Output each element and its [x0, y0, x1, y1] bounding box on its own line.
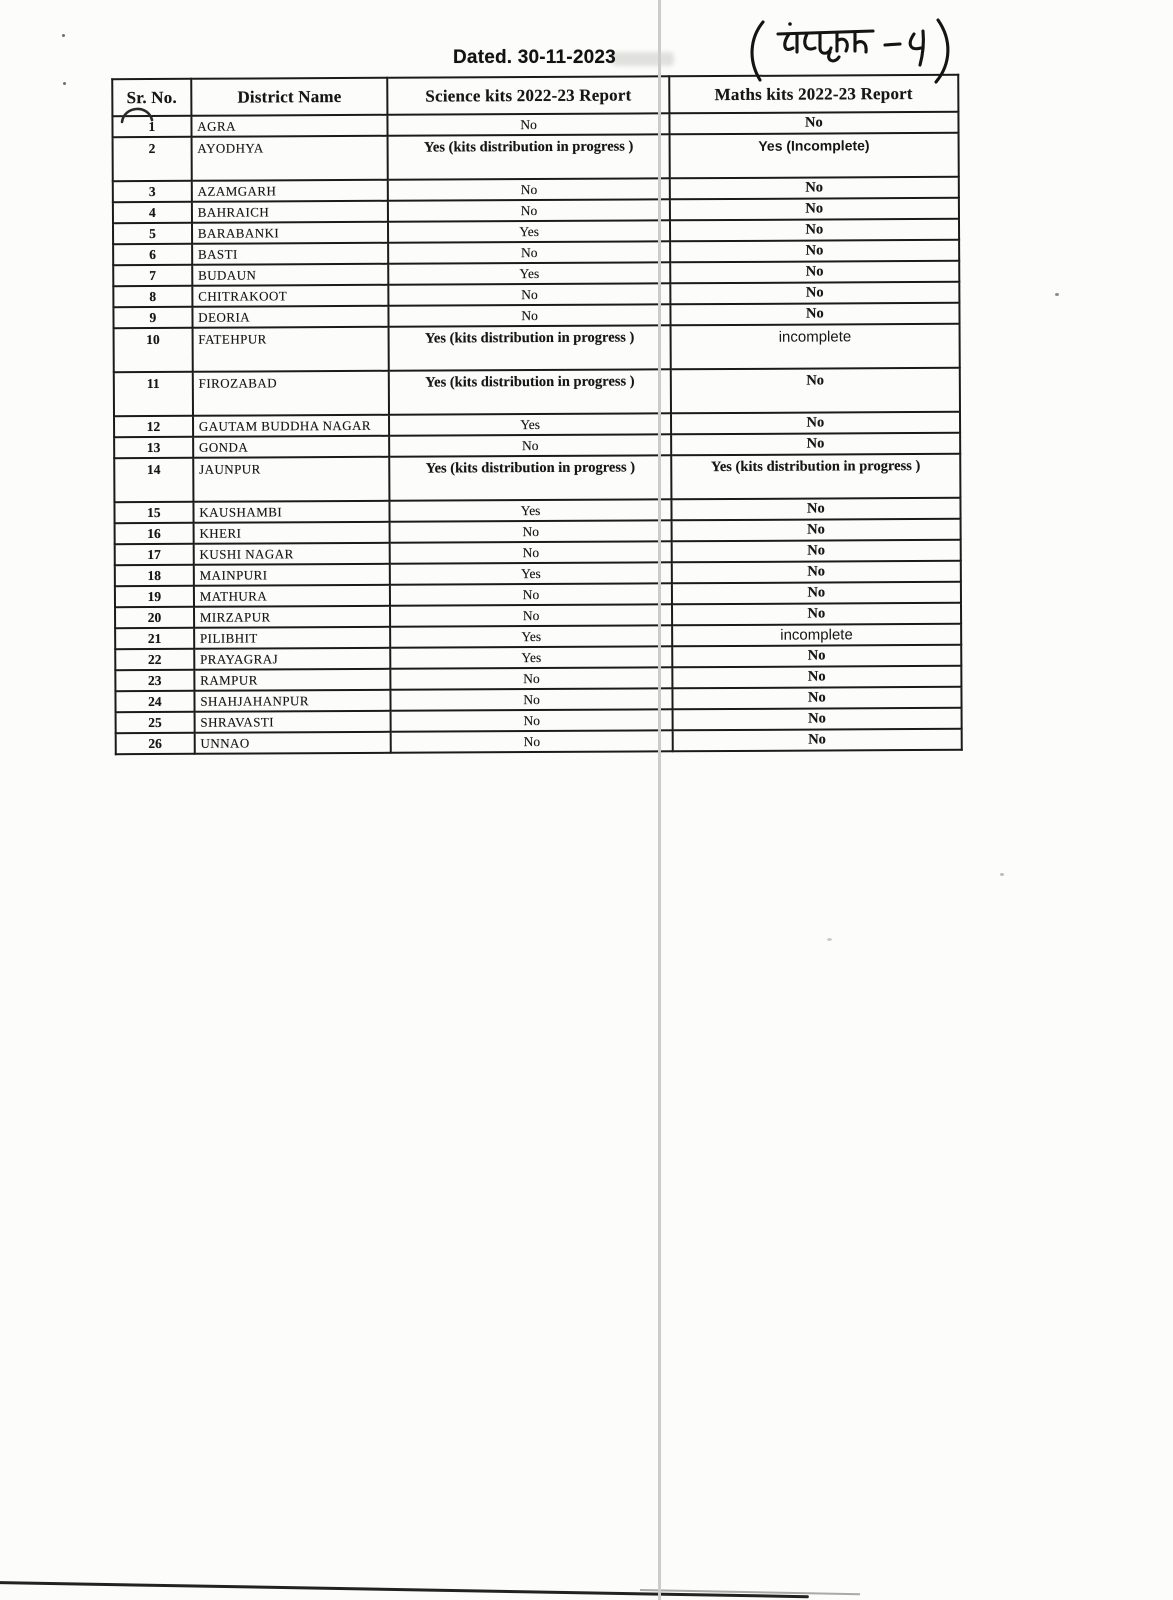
- science-report-cell: No: [391, 709, 672, 731]
- scan-speck: [62, 34, 65, 37]
- district-name-cell: BUDAUN: [192, 264, 389, 286]
- sr-no-cell: 14: [114, 458, 193, 502]
- district-name-cell: GONDA: [193, 436, 390, 458]
- sr-no-cell: 5: [113, 223, 192, 244]
- table-row: [114, 454, 960, 502]
- district-name-cell: PRAYAGRAJ: [194, 648, 391, 670]
- science-report-cell: No: [390, 520, 671, 542]
- maths-report-cell: No: [670, 261, 959, 284]
- sr-no-cell: 2: [113, 137, 192, 181]
- handwritten-attachment-note: [733, 8, 965, 92]
- district-name-cell: CHITRAKOOT: [192, 285, 389, 307]
- scan-speck: [827, 938, 832, 941]
- district-name-cell: SHRAVASTI: [194, 711, 391, 733]
- science-report-cell: No: [389, 283, 670, 305]
- scan-speck: [1055, 293, 1059, 296]
- maths-report-cell: No: [672, 603, 961, 626]
- maths-report-cell: No: [671, 433, 960, 456]
- maths-report-cell: Yes (kits distribution in progress ): [671, 454, 961, 500]
- science-report-cell: Yes: [389, 262, 670, 284]
- maths-report-cell: No: [672, 645, 961, 668]
- sr-no-cell: 17: [115, 544, 194, 565]
- col-header-district-name: District Name: [191, 78, 388, 116]
- sr-no-cell: 22: [115, 649, 194, 670]
- science-report-cell: No: [389, 304, 670, 326]
- sr-no-cell: 20: [115, 607, 194, 628]
- district-name-cell: AYODHYA: [191, 136, 388, 181]
- kits-report-table: [111, 74, 963, 755]
- sr-no-cell: 21: [115, 628, 194, 649]
- sr-no-cell: 11: [114, 372, 193, 416]
- district-name-cell: KAUSHAMBI: [193, 501, 390, 523]
- district-name-cell: RAMPUR: [194, 669, 391, 691]
- scan-smudge: [612, 52, 674, 66]
- pen-mark: [119, 101, 157, 125]
- date-label: Dated. 30-11-2023: [453, 47, 616, 68]
- district-name-cell: KUSHI NAGAR: [193, 543, 390, 565]
- sr-no-cell: 4: [113, 202, 192, 223]
- scan-speck: [63, 82, 66, 85]
- science-report-cell: Yes (kits distribution in progress ): [390, 455, 671, 500]
- science-report-cell: Yes: [391, 625, 672, 647]
- science-report-cell: Yes: [391, 646, 672, 668]
- maths-report-cell: No: [670, 219, 959, 242]
- district-name-cell: MIRZAPUR: [194, 606, 391, 628]
- maths-report-cell: No: [670, 368, 960, 414]
- science-report-cell: Yes (kits distribution in progress ): [389, 325, 670, 370]
- sr-no-cell: 26: [116, 733, 195, 754]
- sr-no-cell: 8: [113, 286, 192, 307]
- maths-report-cell: Yes (Incomplete): [669, 133, 959, 179]
- sr-no-cell: 9: [113, 307, 192, 328]
- science-report-cell: No: [391, 730, 672, 752]
- science-report-cell: No: [388, 199, 669, 221]
- district-name-cell: BAHRAICH: [192, 201, 389, 223]
- maths-report-cell: No: [670, 198, 959, 221]
- science-report-cell: No: [388, 178, 669, 200]
- sr-no-cell: 7: [113, 265, 192, 286]
- science-report-cell: No: [391, 667, 672, 689]
- table-row: [114, 324, 960, 372]
- sr-no-cell: 3: [113, 181, 192, 202]
- maths-report-cell: No: [672, 729, 961, 752]
- science-report-cell: Yes (kits distribution in progress ): [388, 134, 669, 179]
- district-name-cell: KHERI: [193, 522, 390, 544]
- maths-report-cell: No: [672, 582, 961, 605]
- sr-no-cell: 12: [114, 416, 193, 437]
- science-report-cell: No: [390, 604, 671, 626]
- district-name-cell: PILIBHIT: [194, 627, 391, 649]
- col-header-science-kits: Science kits 2022-23 Report: [388, 76, 669, 114]
- district-name-cell: JAUNPUR: [193, 457, 390, 502]
- col-header-sr-no: Sr. No.: [112, 79, 191, 116]
- district-name-cell: FIROZABAD: [193, 371, 390, 416]
- science-report-cell: Yes: [390, 499, 671, 521]
- scan-speck: [1000, 873, 1004, 876]
- sr-no-cell: 6: [113, 244, 192, 265]
- district-name-cell: AGRA: [191, 115, 388, 137]
- district-name-cell: UNNAO: [194, 732, 391, 754]
- table-row: [114, 368, 960, 416]
- sr-no-cell: 24: [115, 691, 194, 712]
- science-report-cell: No: [390, 434, 671, 456]
- maths-report-cell: No: [671, 498, 960, 521]
- district-name-cell: AZAMGARH: [192, 180, 389, 202]
- science-report-cell: No: [390, 541, 671, 563]
- district-name-cell: DEORIA: [192, 306, 389, 328]
- science-report-cell: Yes: [390, 562, 671, 584]
- maths-report-cell: No: [671, 519, 960, 542]
- sr-no-cell: 15: [114, 502, 193, 523]
- district-name-cell: BARABANKI: [192, 222, 389, 244]
- maths-report-cell: No: [672, 666, 961, 689]
- maths-report-cell: No: [670, 240, 959, 263]
- science-report-cell: Yes: [389, 413, 670, 435]
- district-name-cell: BASTI: [192, 243, 389, 265]
- maths-report-cell: No: [672, 708, 961, 731]
- sr-no-cell: 10: [114, 328, 193, 372]
- sr-no-cell: 23: [115, 670, 194, 691]
- sr-no-cell: 16: [115, 523, 194, 544]
- maths-report-cell: No: [669, 112, 958, 135]
- maths-report-cell: No: [671, 540, 960, 563]
- sr-no-cell: 13: [114, 437, 193, 458]
- table-row: [116, 729, 962, 754]
- maths-report-cell: incomplete: [670, 324, 960, 370]
- sr-no-cell: 19: [115, 586, 194, 607]
- table-row: [113, 133, 959, 181]
- science-report-cell: Yes (kits distribution in progress ): [389, 369, 670, 414]
- maths-report-cell: incomplete: [672, 624, 961, 647]
- maths-report-cell: No: [670, 282, 959, 305]
- maths-report-cell: No: [670, 303, 959, 326]
- district-name-cell: SHAHJAHANPUR: [194, 690, 391, 712]
- sr-no-cell: 18: [115, 565, 194, 586]
- district-name-cell: FATEHPUR: [192, 327, 389, 372]
- science-report-cell: No: [391, 688, 672, 710]
- scan-fold-line: [658, 0, 661, 1600]
- maths-report-cell: No: [669, 177, 958, 200]
- sr-no-cell: 1: [112, 116, 191, 137]
- district-name-cell: MAINPURI: [194, 564, 391, 586]
- science-report-cell: No: [389, 241, 670, 263]
- science-report-cell: No: [390, 583, 671, 605]
- col-header-maths-kits: Maths kits 2022-23 Report: [669, 75, 958, 114]
- district-name-cell: MATHURA: [194, 585, 391, 607]
- maths-report-cell: No: [671, 412, 960, 435]
- district-name-cell: GAUTAM BUDDHA NAGAR: [193, 415, 390, 437]
- sr-no-cell: 25: [116, 712, 195, 733]
- maths-report-cell: No: [671, 561, 960, 584]
- science-report-cell: No: [388, 113, 669, 135]
- science-report-cell: Yes: [388, 220, 669, 242]
- maths-report-cell: No: [672, 687, 961, 710]
